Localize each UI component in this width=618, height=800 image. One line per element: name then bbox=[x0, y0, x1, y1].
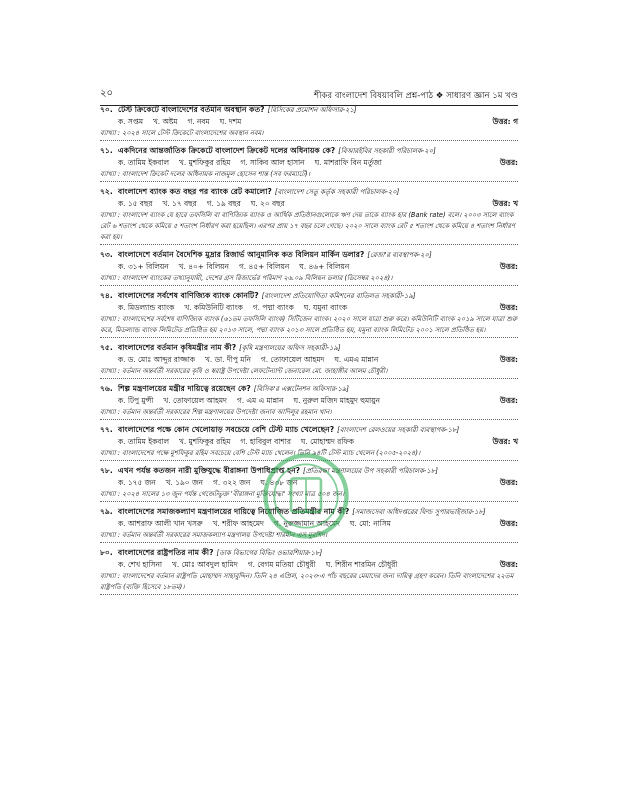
question-block bbox=[100, 104, 518, 141]
question-source: [বাংলাদেশ সেতু কর্তৃক সহকারী পরিচালক-২০] bbox=[274, 188, 400, 196]
question-source: [কৃষি মন্ত্রণালয়ের অফিস সহকারী-১৯] bbox=[239, 344, 341, 352]
option-ga: গ. নবম bbox=[187, 117, 210, 126]
option-kha: খ. মুশফিকুর রহিম bbox=[179, 158, 231, 167]
question-source: [বাংলাদেশ প্রতিযোগিতা কমিশনের বাতিলত সহকারী-১৯] bbox=[261, 292, 416, 300]
question-source: [বাংলাদেশ রেলওয়ের সহকারী ব্যবস্থাপক-১৮] bbox=[337, 426, 460, 434]
option-gha: ঘ. এমএ মান্নান bbox=[334, 355, 379, 364]
explanation: ব্যাখ্যা : বাংলাদেশ ব্যাংকের তথ্যানুযায়ী, দেশের গ্রস রিজার্ভের পরিমাণ ২৬.০৯ বিলিয়ন ডলার (ডিসেম্বর ২০২৪)। bbox=[100, 273, 518, 286]
question-number: ৭৬. bbox=[100, 384, 113, 393]
explanation: ব্যাখ্যা : বর্তমান অন্তর্বর্তী সরকারের শিল্প মন্ত্রণালয়ের উপদেষ্টা জনাব আদিলুর রহমান খান। bbox=[100, 407, 518, 420]
question-text: বাংলাদেশ ব্যাংক কত বছর পর ব্যাংক রেট কমালো? bbox=[118, 187, 272, 196]
question-line bbox=[100, 290, 518, 302]
options-row bbox=[100, 436, 518, 448]
option-kha: খ. ১৯০ জন bbox=[165, 478, 203, 487]
question-line bbox=[100, 383, 518, 395]
question-block bbox=[100, 290, 518, 338]
explanation: ব্যাখ্যা : বর্তমান অন্তর্বর্তী সরকারের সমাজকল্যাণ মন্ত্রণালয় উপদেষ্টা শারমীন এস মুরশিদ। bbox=[100, 530, 518, 543]
question-source: [ডাক বিভাগের বিভিং ওভারশিয়ার-১৮] bbox=[216, 549, 323, 557]
option-kha: খ. তোফায়েল আহমদ bbox=[163, 396, 227, 405]
question-source: [সমাজসেবা অধিদপ্তরের ফিল্ড সুপারভাইজার-১৮] bbox=[352, 508, 486, 516]
option-ka: ক. ৩১+ বিলিয়ন bbox=[118, 262, 169, 271]
answer-label: উত্তর: bbox=[499, 519, 518, 528]
options-row bbox=[100, 116, 518, 128]
explanation: ব্যাখ্যা : বাংলাদেশের পক্ষে মুশফিকুর রহিম সবচেয়ে বেশি টেস্ট ম্যাচ খেলেন। তিনি ৯৪টি টেস্ট ম্যাচ খেলেন (২০০৫-২০২৪)। bbox=[100, 448, 518, 461]
question-text: টেস্ট ক্রিকেটে বাংলাদেশের বর্তমান অবস্থান কত? bbox=[118, 105, 265, 114]
options-row bbox=[100, 559, 518, 571]
page-number: ২০ bbox=[100, 88, 114, 99]
options-row bbox=[100, 302, 518, 314]
options-row bbox=[100, 198, 518, 210]
question-text: বাংলাদেশের সমাজকল্যাণ মন্ত্রণালয়ের দায়িত্বে নিয়োজিত প্রতিমন্ত্রীর নাম কী? bbox=[118, 507, 350, 516]
option-kha: খ. মুশফিকুর রহিম bbox=[179, 437, 231, 446]
explanation: ব্যাখ্যা : বর্তমান অন্তর্বর্তী সরকারের কৃষি ও স্বরাষ্ট্র উপদেষ্টা লেফটেন্যান্ট জেনারেল মো. জাহাঙ্গীর আলম চৌধুরী। bbox=[100, 366, 518, 379]
question-line bbox=[100, 249, 518, 261]
question-text: বাংলাদেশের পক্ষে কোন খেলোয়াড় সবচেয়ে বেশি টেস্ট ম্যাচ খেলেছেন? bbox=[118, 425, 335, 434]
option-ka: ক. তামিম ইকবাল bbox=[118, 437, 170, 446]
watermark-stamp-icon bbox=[262, 452, 350, 540]
question-line bbox=[100, 186, 518, 198]
options-row bbox=[100, 157, 518, 169]
question-block bbox=[100, 249, 518, 286]
question-source: [বিআরইবির সহকারী পরিচালক-২০] bbox=[338, 147, 436, 155]
option-ka: ক. ১৭৫ জন bbox=[118, 478, 156, 487]
option-ga: গ. তোফায়েল আহমদ bbox=[260, 355, 325, 364]
option-ga: গ. ৩২২ জন bbox=[212, 478, 251, 487]
option-gha: ঘ. ৪৬+ বিলিয়ন bbox=[299, 262, 350, 271]
option-gha: ঘ. নুরুল মজিদ মাহমুদ হুমায়ুন bbox=[293, 396, 380, 405]
option-ka: ক. ড. মোঃ আব্দুর রাজ্জাক bbox=[118, 355, 196, 364]
answer-label: উত্তর: খ bbox=[492, 199, 518, 208]
option-ga: গ. নুরুজ্জামান আহমেদ bbox=[273, 519, 340, 528]
option-gha: ঘ. মাশরাফি বিন মর্তুজা bbox=[314, 158, 382, 167]
options-row bbox=[100, 354, 518, 366]
option-ga: গ. বেগম মতিয়া চৌধুরী bbox=[247, 560, 316, 569]
option-gha: ঘ. ২০ বছর bbox=[250, 199, 285, 208]
question-source: [বিসিকের প্রমোশন অফিসার-২১] bbox=[267, 106, 357, 114]
option-gha: ঘ. দশম bbox=[219, 117, 242, 126]
question-block bbox=[100, 547, 518, 595]
question-number: ৭৫. bbox=[100, 343, 113, 352]
question-block bbox=[100, 186, 518, 245]
question-line bbox=[100, 547, 518, 559]
question-line bbox=[100, 145, 518, 157]
answer-label: উত্তর: খ bbox=[492, 437, 518, 446]
explanation: ব্যাখ্যা : ২০২৪ সালে টেস্ট ক্রিকেটে বাংলাদেশের অবস্থান নবম। bbox=[100, 128, 518, 141]
option-ka: ক. সপ্তম bbox=[118, 117, 143, 126]
question-number: ৭০. bbox=[100, 105, 113, 114]
question-source: [প্রতিরক্ষা মন্ত্রণালয়ের উপ সহকারী পরিচালক-১৮] bbox=[303, 467, 438, 475]
question-text: বাংলাদেশে বর্তমান বৈদেশিক মুদ্রার রিজার্ভ আনুমানিক কত বিলিয়ন মার্কিন ডলার? bbox=[118, 250, 365, 259]
question-text: এখন পর্যন্ত কতজন নারী মুক্তিযুদ্ধে বীরাঙ্গনা উপাধিপ্রাপ্ত হন? bbox=[118, 466, 301, 475]
answer-label: উত্তর: bbox=[499, 478, 518, 487]
option-ka: ক. মিডল্যান্ড ব্যাংক bbox=[118, 303, 175, 312]
question-number: ৭৭. bbox=[100, 425, 113, 434]
option-gha: ঘ. শিরীন শারমিন চৌধুরী bbox=[325, 560, 398, 569]
option-ga: গ. ১৯ বছর bbox=[206, 199, 241, 208]
question-text: একদিনের আন্তর্জাতিক ক্রিকেটে বাংলাদেশ ক্রিকেট দলের অধিনায়ক কে? bbox=[118, 146, 336, 155]
option-gha: ঘ. যমুনা ব্যাংক bbox=[303, 303, 348, 312]
answer-label: উত্তর: bbox=[499, 303, 518, 312]
option-kha: খ. ৪০+ বিলিয়ন bbox=[178, 262, 229, 271]
option-kha: খ. শরীফ আহমেদ bbox=[212, 519, 264, 528]
option-ka: ক. শেখ হাসিনা bbox=[118, 560, 163, 569]
question-text: বাংলাদেশের রাষ্ট্রপতির নাম কী? bbox=[118, 548, 214, 557]
question-text: শিল্প মন্ত্রণালয়ের মন্ত্রীর দায়িত্বে রয়েছেন কে? bbox=[118, 384, 251, 393]
explanation: ব্যাখ্যা : ২০২৪ সালের ১৩ জুন পর্যন্ত গেজেটভুক্ত 'বীরাঙ্গনা মুক্তিযোদ্ধা' সংখ্যা মাত্র ৫০৪ জন। bbox=[100, 489, 518, 502]
question-line bbox=[100, 424, 518, 436]
question-number: ৭১. bbox=[100, 146, 113, 155]
question-number: ৮০. bbox=[100, 548, 113, 557]
option-gha: ঘ. ৪৩৮ জন bbox=[260, 478, 298, 487]
option-kha: খ. কমিউনিটি ব্যাংক bbox=[184, 303, 243, 312]
question-number: ৭৯. bbox=[100, 507, 113, 516]
option-ka: ক. তামিম ইকবাল bbox=[118, 158, 170, 167]
option-gha: ঘ. মোহাম্মদ রফিক bbox=[300, 437, 354, 446]
explanation: ব্যাখ্যা : বাংলাদেশ ব্যাংক যে হারে তফসিলি বা বাণিজ্যিক ব্যাংক ও আর্থিক প্রতিষ্ঠানগুলোকে ঋণ দেয় তাকে ব্যাংক হার (Bank rate) বলে। ২০০৩ সালে ব্যাংক রেট ৬ শতাংশ থেকে কমিয়ে ৫ শতাংশ নির্ধারণ করা হয়েছিল। এরপর প্রায় ১৭ বছর চলে গেছে। ২০২০ সালে ব্যাংক রেট ৫ শতাংশ থেকে কমিয়ে ৪ শতাংশ নির্ধারণ করা হয়। bbox=[100, 210, 518, 245]
options-row bbox=[100, 395, 518, 407]
question-line bbox=[100, 342, 518, 354]
question-block bbox=[100, 145, 518, 182]
question-line bbox=[100, 104, 518, 116]
question-number: ৭৪. bbox=[100, 291, 113, 300]
explanation: ব্যাখ্যা : বাংলাদেশের বর্তমান রাষ্ট্রপতি মোহাম্মদ সাহাবুদ্দিন। তিনি ২৪ এপ্রিল, ২০২৩-এ পাঁচ বছরের মেয়াদের জন্য দায়িত্ব গ্রহণ করেন। তিনি বাংলাদেশের ২২তম রাষ্ট্রপতি (ব্যক্তি হিসেবে ১৮তম)। bbox=[100, 571, 518, 595]
question-source: [রেজা'র ব্যবস্থাপক-২০] bbox=[367, 251, 432, 259]
question-number: ৭৮. bbox=[100, 466, 113, 475]
answer-label: উত্তর: গ bbox=[492, 117, 518, 126]
option-gha: ঘ. মো: নাসিম bbox=[349, 519, 391, 528]
option-ka: ক. টিপু মুন্সী bbox=[118, 396, 154, 405]
answer-label: উত্তর: bbox=[499, 355, 518, 364]
option-ga: গ. পদ্মা ব্যাংক bbox=[252, 303, 294, 312]
book-title: শীকর বাংলাদেশ বিষয়াবলি প্রশ্ন-পাঠ ❖ সাধারণ জ্ঞান ১ম খণ্ড bbox=[313, 91, 518, 101]
explanation: ব্যাখ্যা : বাংলাদেশ ক্রিকেট দলের অধিনায়ক নাজমুল হোসেন শান্ত (সব ফরম্যাটে)। bbox=[100, 169, 518, 182]
question-block bbox=[100, 383, 518, 420]
option-ka: ক. আশরাফ আলী খান খসরু bbox=[118, 519, 203, 528]
question-text: বাংলাদেশের সর্বশেষ বাণিজ্যিক ব্যাংক কোনটি? bbox=[118, 291, 259, 300]
answer-label: উত্তর: bbox=[499, 396, 518, 405]
explanation: ব্যাখ্যা : বাংলাদেশের সর্বশেষ বাণিজ্যিক ব্যাংক (৬১তম তফসিলি ব্যাংক) সিটিজেন ব্যাংক। ২০২০ সালে যাত্রা শুরু করে। কমিউনিটি ব্যাংক ২০১৯ সালে যাত্রা শুরু করে, মিডল্যান্ড ব্যাংক লিমিটেড প্রতিষ্ঠিত হয় ২০১৩ সালে, পদ্মা ব্যাংক ২০১৩ সালে প্রতিষ্ঠিত হয়, যমুনা ব্যাংক লিমিটেড ২০০১ সালে প্রতিষ্ঠিত হয়। bbox=[100, 314, 518, 338]
option-kha: খ. ডা. দীপু মনি bbox=[205, 355, 251, 364]
answer-label: উত্তর: bbox=[499, 560, 518, 569]
question-block bbox=[100, 342, 518, 379]
option-ka: ক. ১৫ বছর bbox=[118, 199, 153, 208]
option-ga: গ. এম এ মান্নান bbox=[236, 396, 284, 405]
answer-label: উত্তর: bbox=[499, 262, 518, 271]
option-kha: খ. ১৭ বছর bbox=[162, 199, 197, 208]
question-source: [বিসিক'র এক্সটেনশন অফিসার-১৯] bbox=[253, 385, 349, 393]
page-header bbox=[100, 86, 518, 106]
options-row bbox=[100, 261, 518, 273]
question-text: বাংলাদেশের বর্তমান কৃষিমন্ত্রীর নাম কী? bbox=[118, 343, 237, 352]
option-ga: গ. হাবিবুল বাশার bbox=[240, 437, 291, 446]
question-number: ৭৩. bbox=[100, 250, 113, 259]
question-number: ৭২. bbox=[100, 187, 113, 196]
option-kha: খ. মোঃ আবদুল হামিদ bbox=[172, 560, 238, 569]
option-ga: গ. সাকিব আল হাসান bbox=[240, 158, 305, 167]
answer-label: উত্তর: bbox=[499, 158, 518, 167]
option-ga: গ. ৪৫+ বিলিয়ন bbox=[238, 262, 290, 271]
option-kha: খ. অষ্টম bbox=[152, 117, 178, 126]
